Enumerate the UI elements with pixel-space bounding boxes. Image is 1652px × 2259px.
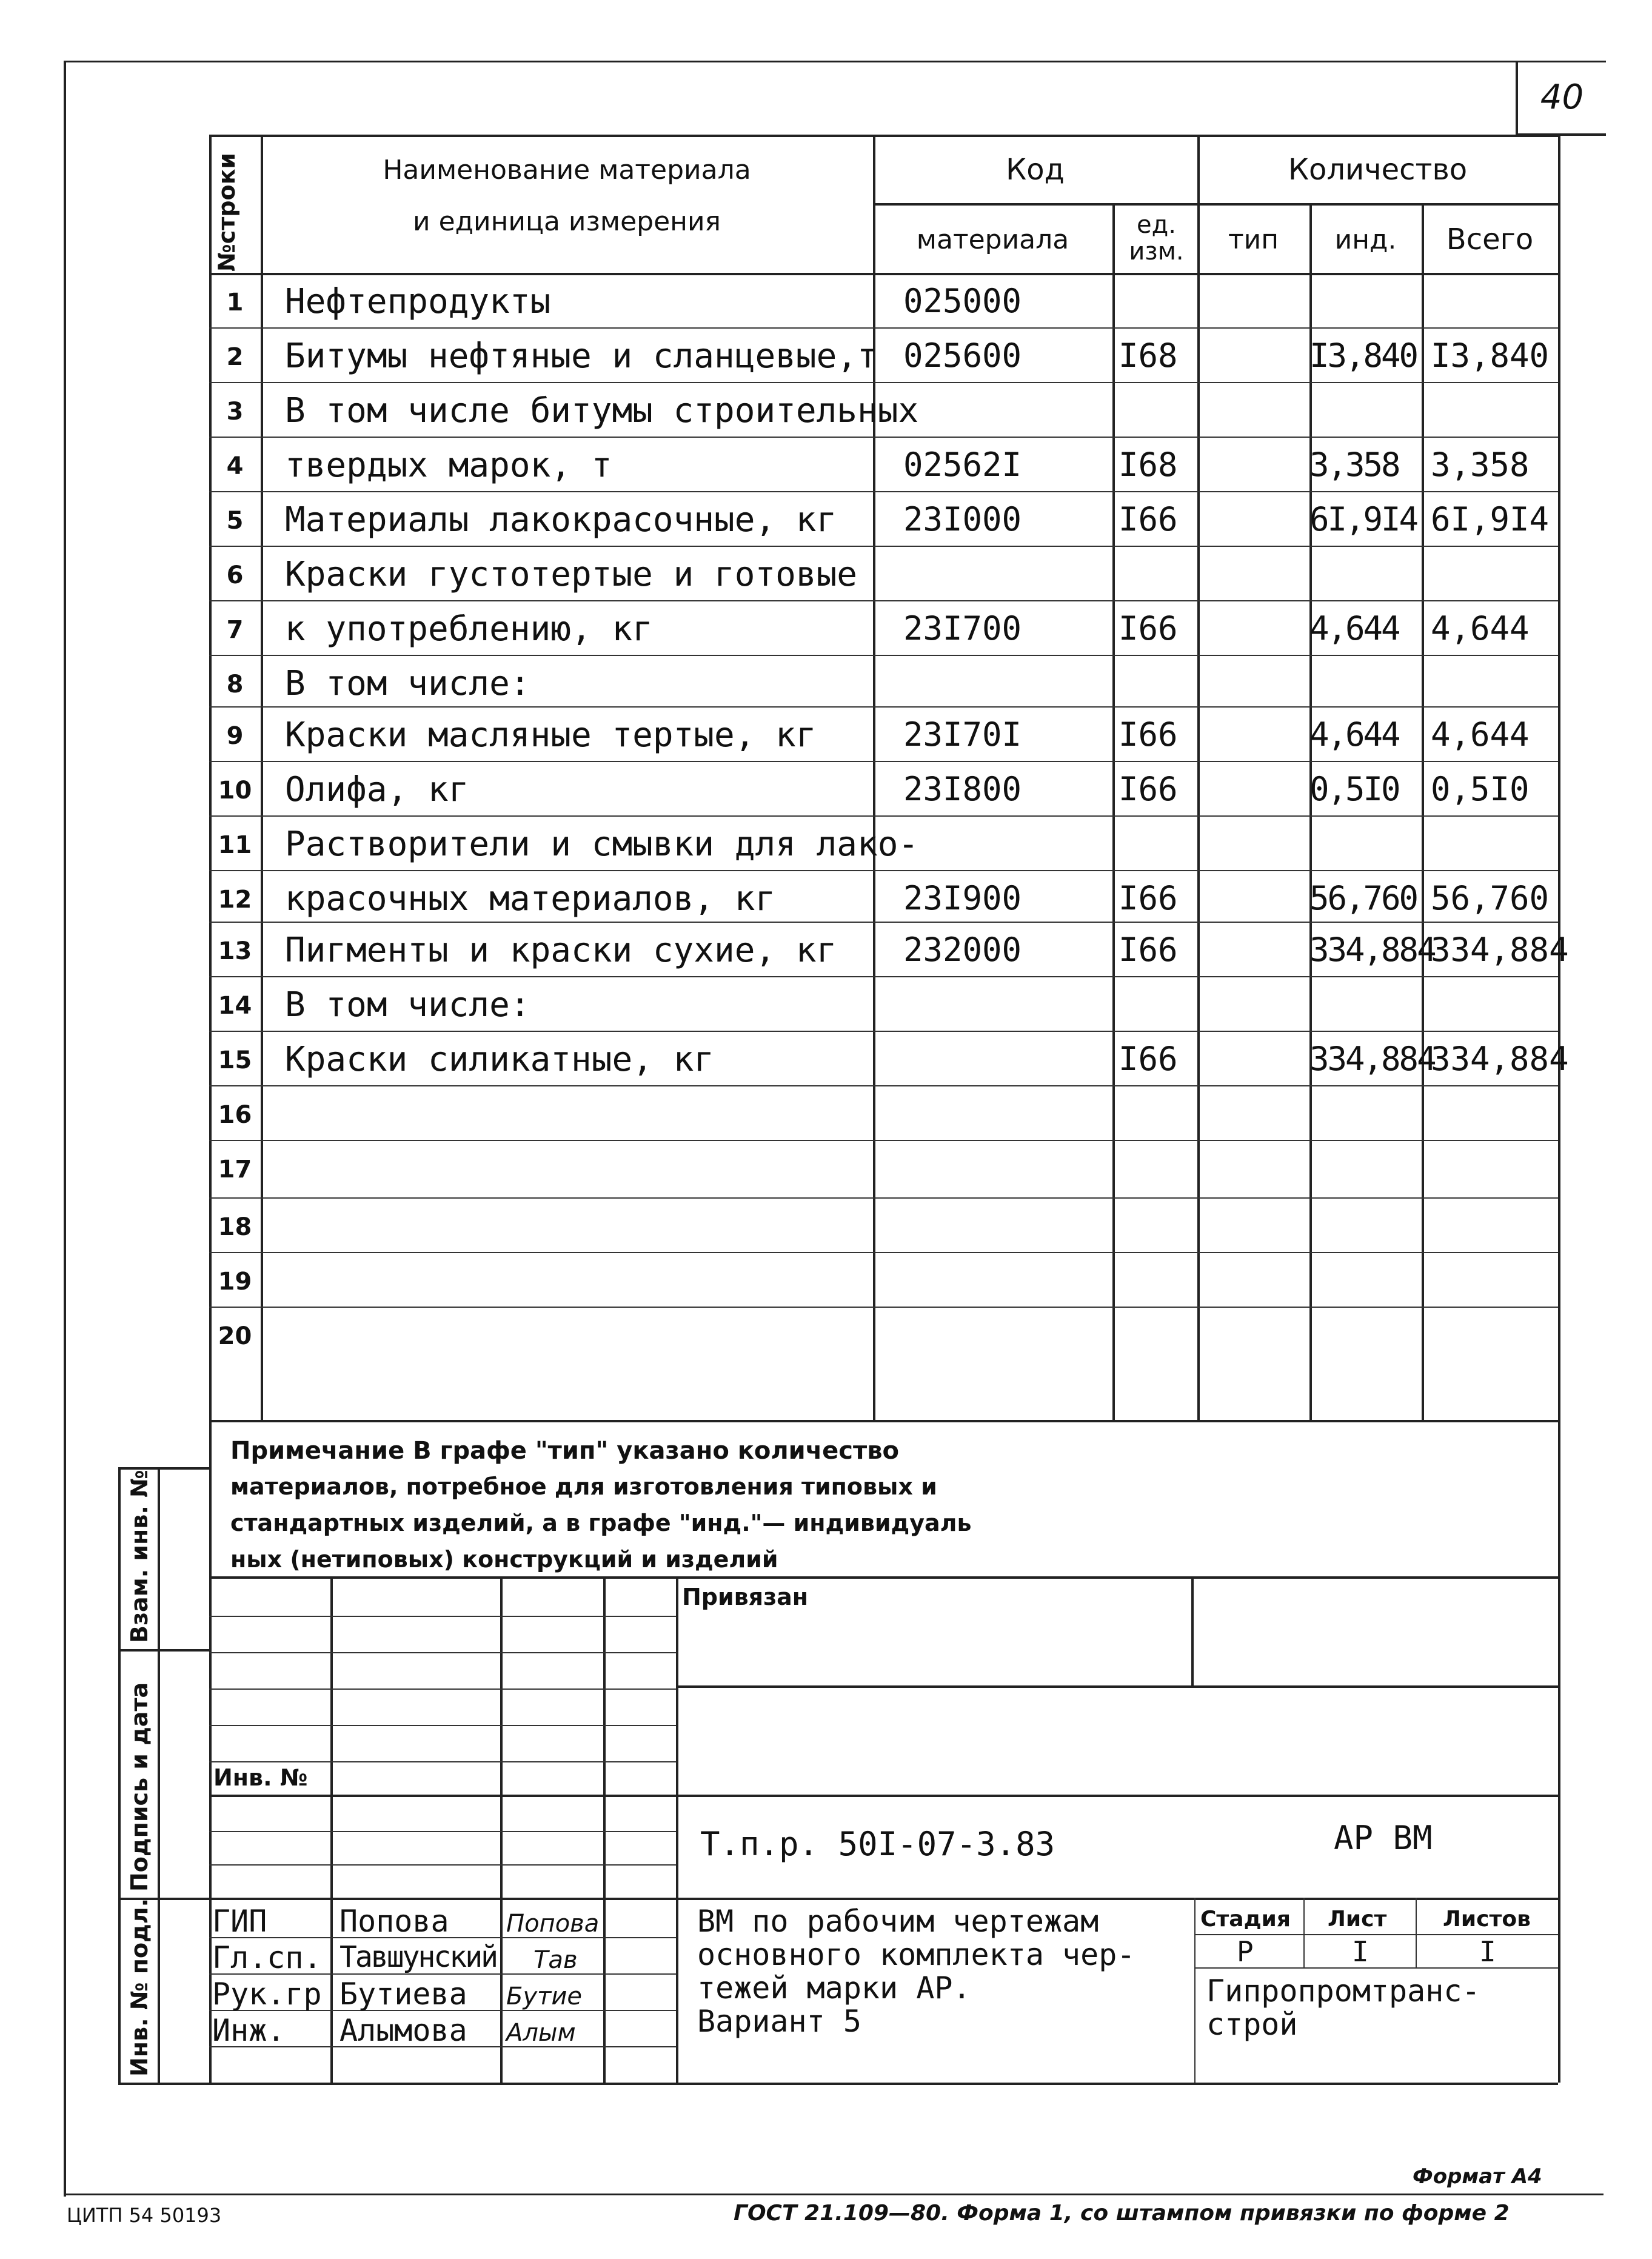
row-number: 16	[218, 1101, 252, 1129]
unit-code: I66	[1119, 770, 1178, 808]
material-code: 02562I	[903, 446, 1022, 484]
qty-total: 4,644	[1431, 715, 1530, 754]
qty-individual: 3,358	[1309, 446, 1399, 484]
row-number: 8	[226, 671, 244, 698]
row-number: 20	[218, 1322, 252, 1350]
material-name: Нефтепродукты	[285, 282, 551, 321]
name-gip: Попова	[339, 1904, 449, 1939]
stage-value: Р	[1237, 1935, 1254, 1968]
qty-individual: 0,5I0	[1309, 770, 1399, 808]
qty-individual: 4,644	[1309, 609, 1399, 648]
row-number: 4	[226, 452, 244, 480]
note-line1: Примечание В графе "тип" указано количество	[230, 1437, 899, 1465]
sheet-label: Лист	[1328, 1907, 1387, 1932]
qty-individual: 6I,9I4	[1309, 500, 1417, 538]
original-inv-label: Инв. № подл.	[126, 1898, 153, 2077]
signature-date-label: Подпись и дата	[126, 1682, 153, 1892]
sheets-value: I	[1479, 1935, 1496, 1968]
material-name: Краски масляные тертые, кг	[285, 715, 817, 755]
unit-code: I66	[1119, 715, 1178, 754]
unit-code: I68	[1119, 336, 1178, 375]
print-code: ЦИТП 54 50193	[67, 2204, 222, 2227]
note-line2: материалов, потребное для изготовления типовых и	[230, 1473, 937, 1500]
signature-rukgr: Бутие	[506, 1983, 583, 2010]
name-header-line2: и единица измерения	[412, 206, 721, 237]
privyazan-label: Привязан	[682, 1584, 809, 1610]
row-number: 17	[218, 1156, 252, 1183]
material-name: Материалы лакокрасочные, кг	[285, 500, 837, 540]
row-number-header: №строки	[213, 153, 240, 272]
row-number: 7	[226, 616, 244, 644]
unit-code: I66	[1119, 879, 1178, 917]
row-number: 11	[218, 831, 252, 859]
material-code: 025000	[903, 282, 1022, 320]
signature-gip: Попова	[506, 1910, 600, 1938]
code-unit-header: ед. изм.	[1129, 210, 1184, 266]
qty-individual: 4,644	[1309, 715, 1399, 754]
material-code: 23I700	[903, 609, 1022, 648]
qty-total-header: Всего	[1446, 223, 1534, 256]
unit-code: I68	[1119, 446, 1178, 484]
qty-total: 6I,9I4	[1431, 500, 1550, 538]
code-header: Код	[1006, 153, 1065, 187]
name-glsp: Тавшунский	[339, 1940, 497, 1974]
material-name: красочных материалов, кг	[285, 879, 776, 919]
material-name: к употреблению, кг	[285, 609, 653, 649]
title-line1: ВМ по рабочим чертежам	[697, 1904, 1099, 1939]
qty-total: 3,358	[1431, 446, 1530, 484]
row-number: 5	[226, 507, 244, 535]
qty-ind-header: инд.	[1334, 224, 1397, 255]
row-number: 12	[218, 886, 252, 914]
organization-line1: Гипропромтранс-	[1206, 1973, 1480, 2009]
qty-total: I3,840	[1431, 336, 1550, 375]
role-glsp: Гл.сп.	[212, 1940, 322, 1975]
signature-inzh: Алым	[506, 2019, 576, 2047]
gost-label: ГОСТ 21.109—80. Форма 1, со штампом привязки по форме 2	[734, 2201, 1510, 2226]
material-name: Краски силикатные, кг	[285, 1040, 715, 1079]
organization-line2: строй	[1206, 2007, 1298, 2042]
material-name: Пигменты и краски сухие, кг	[285, 931, 837, 970]
row-number: 1	[226, 289, 244, 316]
sheet-number: 40	[1516, 61, 1606, 136]
row-number: 15	[218, 1046, 252, 1074]
row-number: 3	[226, 398, 244, 426]
material-code: 23I000	[903, 500, 1022, 538]
qty-total: 334,884	[1431, 931, 1569, 969]
qty-total: 56,760	[1431, 879, 1550, 917]
unit-code: I66	[1119, 609, 1178, 648]
name-inzh: Алымова	[339, 2013, 467, 2048]
unit-code: I66	[1119, 1040, 1178, 1078]
unit-code: I66	[1119, 931, 1178, 969]
qty-total: 334,884	[1431, 1040, 1569, 1078]
format-label: Формат А4	[1413, 2164, 1542, 2189]
qty-individual: 334,884	[1309, 931, 1435, 969]
material-code: 23I900	[903, 879, 1022, 917]
material-code: 025600	[903, 336, 1022, 375]
material-code: 23I800	[903, 770, 1022, 808]
material-name: В том числе:	[285, 664, 530, 703]
stage-label: Стадия	[1200, 1907, 1291, 1932]
material-code: 232000	[903, 931, 1022, 969]
role-gip: ГИП	[212, 1904, 267, 1939]
note-line3: стандартных изделий, а в графе "инд."— индивидуаль	[230, 1510, 972, 1536]
title-line2: основного комплекта чер-	[697, 1937, 1135, 1972]
row-number: 18	[218, 1213, 252, 1241]
material-name: Растворители и смывки для лако-	[285, 825, 919, 864]
name-rukgr: Бутиева	[339, 1976, 467, 2012]
qty-individual: 334,884	[1309, 1040, 1435, 1078]
row-number: 14	[218, 992, 252, 1020]
signature-glsp: Тав	[533, 1946, 578, 1974]
qty-total: 0,5I0	[1431, 770, 1530, 808]
row-number: 10	[218, 777, 252, 805]
row-number: 9	[226, 722, 244, 750]
material-name: Олифа, кг	[285, 770, 469, 809]
material-name: В том числе:	[285, 985, 530, 1025]
drawing-mark: АР ВМ	[1334, 1819, 1433, 1857]
note-line4: ных (нетиповых) конструкций и изделий	[230, 1546, 778, 1573]
qty-individual: 56,760	[1309, 879, 1417, 917]
sheet-frame	[64, 61, 1606, 2197]
row-number: 2	[226, 343, 244, 371]
unit-code: I66	[1119, 500, 1178, 538]
inv-no-label: Инв. №	[213, 1764, 308, 1791]
row-number: 6	[226, 561, 244, 589]
vzam-inv-label: Взам. инв. №	[126, 1470, 153, 1643]
row-number: 19	[218, 1268, 252, 1296]
code-material-header: материала	[916, 224, 1069, 255]
qty-type-header: тип	[1228, 224, 1279, 255]
material-name: твердых марок, т	[285, 446, 612, 485]
sheets-label: Листов	[1443, 1907, 1531, 1932]
document-code: Т.п.р. 50I-07-3.83	[700, 1825, 1055, 1863]
material-name: Краски густотертые и готовые	[285, 555, 858, 594]
sheet-value: I	[1352, 1935, 1369, 1968]
name-header-line1: Наименование материала	[383, 154, 751, 186]
material-name: Битумы нефтяные и сланцевые,т	[285, 336, 878, 376]
quantity-header: Количество	[1288, 153, 1468, 187]
qty-individual: I3,840	[1309, 336, 1417, 375]
material-name: В том числе битумы строительных	[285, 391, 919, 430]
title-line4: Вариант 5	[697, 2004, 861, 2039]
qty-total: 4,644	[1431, 609, 1530, 648]
title-line3: тежей марки АР.	[697, 1970, 971, 2006]
material-code: 23I70I	[903, 715, 1022, 754]
role-inzh: Инж.	[212, 2013, 286, 2048]
row-number: 13	[218, 937, 252, 965]
role-rukgr: Рук.гр	[212, 1976, 322, 2012]
